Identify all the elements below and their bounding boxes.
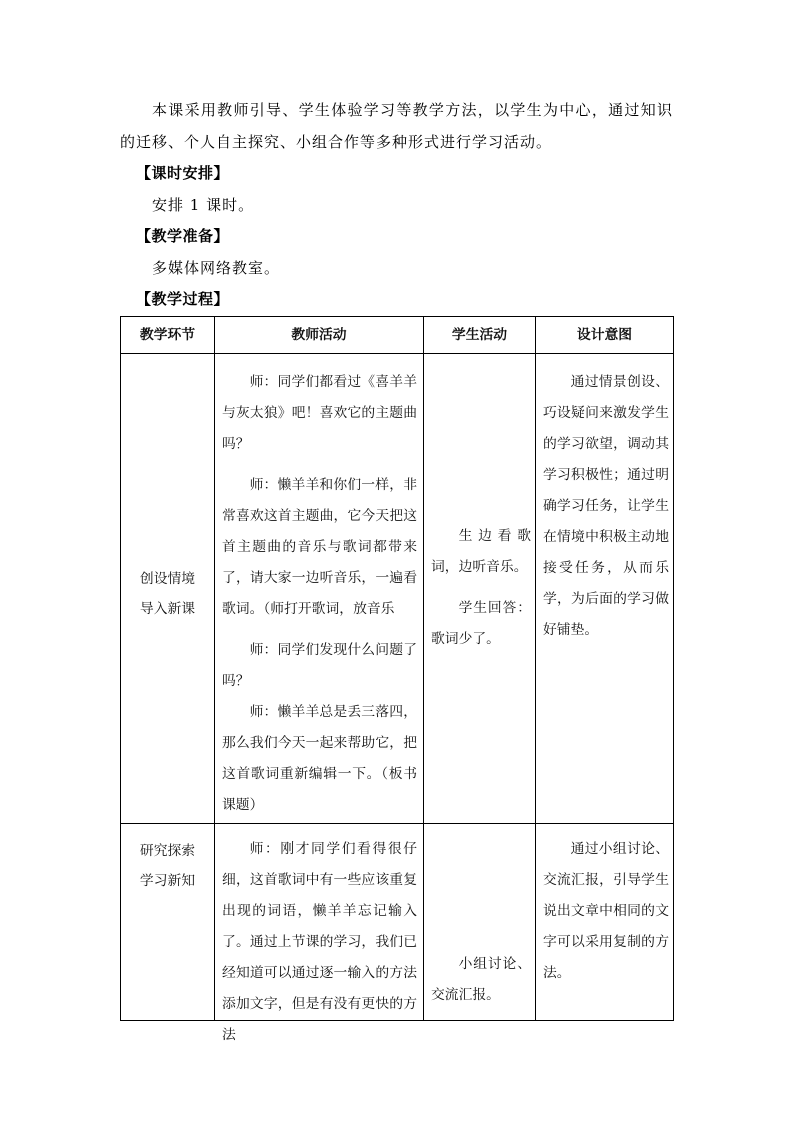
lesson-plan-page [120,95,673,1043]
teacher-activity-paragraph: 师：懒羊羊总是丢三落四，那么我们今天一起来帮助它，把这首歌词重新编辑一下。（板书课题） [222,703,417,813]
stage-label-line: 创设情境 [139,571,196,587]
table-row [121,823,674,1020]
teacher-activity-clip [222,834,417,1043]
design-intent-paragraph: 通过小组讨论、交流汇报，引导学生说出文章中相同的文字可以采用复制的方法。 [543,840,669,981]
table-row [121,353,674,823]
student-activity-cell [424,823,536,1020]
column-header-teacher-activity: 教师活动 [215,316,424,353]
table-header-row [121,316,674,353]
preparation-heading: 【教学准备】 [136,227,230,245]
column-header-design-intent: 设计意图 [536,316,674,353]
student-activity-paragraph: 生边看歌词，边听音乐。 [431,528,531,575]
teacher-activity-cell [215,353,424,823]
schedule-text: 安排 1 课时。 [152,195,255,214]
teacher-activity-paragraph: 师：同学们都看过《喜羊羊与灰太狼》吧！喜欢它的主题曲吗？ [222,373,417,452]
design-intent-cell [536,823,674,1020]
design-intent-cell [536,353,674,823]
student-activity-cell [424,353,536,823]
stage-label-line: 导入新课 [139,601,196,617]
student-activity-paragraph: 小组讨论、交流汇报。 [431,955,531,1003]
stage-label-line: 学习新知 [139,872,196,889]
stage-cell [121,823,215,1020]
teacher-activity-paragraph: 师：刚才同学们看得很仔细，这首歌词中有一些应该重复出现的词语，懒羊羊忘记输入了。通过上节课的学习，我们已经知道可以通过逐一输入的方法添加文字，但是有没有更快的方法 [222,840,417,1043]
teacher-activity-paragraph: 师：同学们发现什么问题了吗？ [222,641,417,689]
column-header-student-activity: 学生活动 [424,316,536,353]
teaching-process-table [120,316,674,1043]
design-intent-paragraph: 通过情景创设、巧设疑问来激发学生的学习欲望，调动其学习积极性；通过明确学习任务，让学生在情境中积极主动地接受任务，从而乐学，为后面的学习做好铺垫。 [543,373,669,638]
student-activity-paragraph: 学生回答：歌词少了。 [431,600,531,647]
teacher-activity-cell [215,823,424,1043]
teacher-activity-paragraph: 师：懒羊羊和你们一样，非常喜欢这首主题曲，它今天把这首主题曲的音乐与歌词都带来了，请大家一边听音乐，一遍看歌词。（师打开歌词，放音乐 [222,476,417,617]
stage-label-line: 研究探索 [139,842,196,859]
process-heading: 【教学过程】 [136,290,230,308]
schedule-heading: 【课时安排】 [136,164,230,182]
intro-paragraph: 本课采用教师引导、学生体验学习等教学方法，以学生为中心，通过知识的迁移、个人自主探究、小组合作等多种形式进行学习活动。 [120,101,673,151]
stage-cell [121,353,215,823]
column-header-stage: 教学环节 [121,316,215,353]
preparation-text: 多媒体网络教室。 [152,258,281,277]
